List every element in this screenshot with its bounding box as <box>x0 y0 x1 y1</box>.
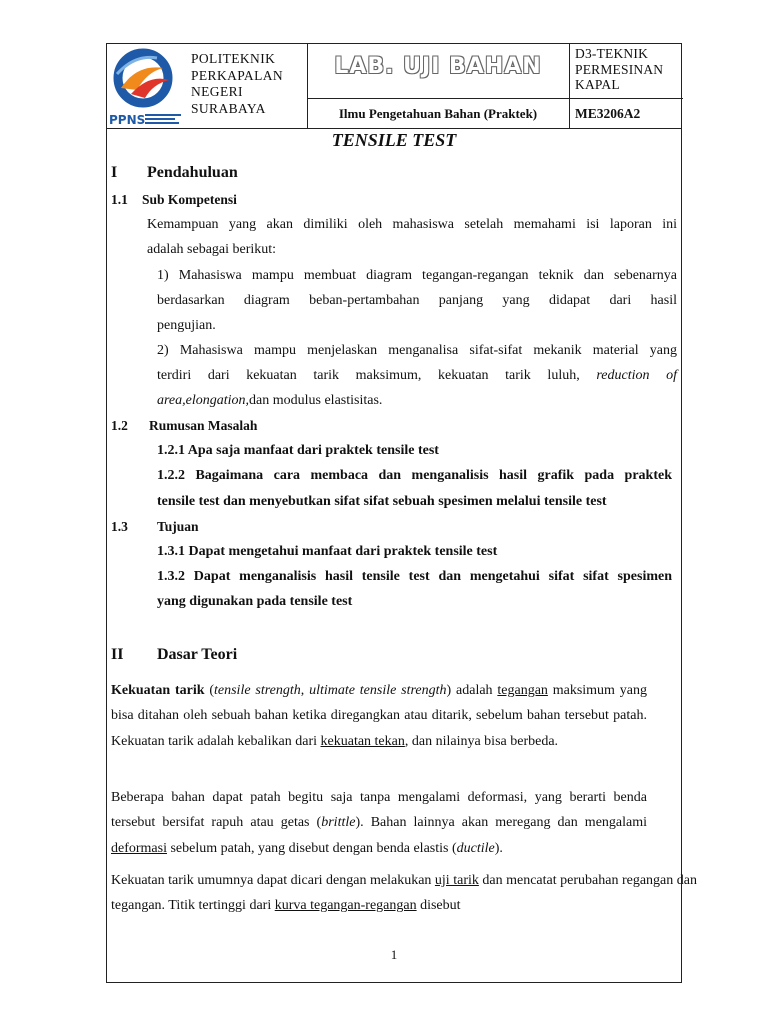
document-title: TENSILE TEST <box>331 130 457 150</box>
course-name: Ilmu Pengetahuan Bahan (Praktek) <box>338 106 538 121</box>
theory-paragraph-2: Beberapa bahan dapat patah begitu saja tanpa mengalami deformasi, yang berarti benda tersebut bersifat rapuh atau getas (brittle). Bahan lainnya akan meregang dan mengalami deformasi sebelum patah, yang disebut dengan benda elastis (ductile). <box>111 790 648 856</box>
list-item-2: 2) Mahasiswa mampu menjelaskan menganalisa sifat-sifat mekanik material yang <box>157 343 677 358</box>
subsection-1-2-title: Rumusan Masalah <box>149 418 258 433</box>
lab-cell <box>307 44 570 99</box>
institution-cell <box>185 44 308 128</box>
section-1-number: I <box>111 164 118 181</box>
theory-paragraph-1: Kekuatan tarik (tensile strength, ultimate tensile strength) adalah tegangan maksimum yang bisa ditahan oleh sebuah bahan ketika diregangkan atau ditarik, sebelum bahan tersebut patah. Kekuatan tarik adalah kebalikan dari kekuatan tekan, dan nilainya bisa berbeda. <box>111 683 647 749</box>
ppns-logo <box>107 44 185 128</box>
intro-line: Kemampuan yang akan dimiliki oleh mahasiswa setelah memahami isi laporan ini <box>147 217 677 232</box>
list-item-1: pengujian. <box>157 318 216 333</box>
page-number: 1 <box>390 947 398 962</box>
institution-line: PERKAPALAN <box>191 67 284 83</box>
code-cell <box>569 98 683 128</box>
link-deformasi[interactable]: deformasi <box>111 840 167 856</box>
list-item-2: terdiri dari kekuatan tarik maksimum, kekuatan tarik luluh, reduction of <box>157 368 677 383</box>
department-line: D3-TEKNIK <box>575 46 649 61</box>
section-1-title: Pendahuluan <box>147 164 238 181</box>
department-cell <box>569 44 683 99</box>
subsection-1-2-number: 1.2 <box>111 418 128 433</box>
course-code: ME3206A2 <box>575 106 641 121</box>
subsection-1-3-title: Tujuan <box>157 519 199 534</box>
course-cell <box>307 98 570 128</box>
list-item-1: 1) Mahasiswa mampu membuat diagram tegangan-regangan teknik dan sebenarnya <box>157 268 677 283</box>
subsection-1-1-number: 1.1 <box>111 192 128 207</box>
lab-title: LAB. UJI BAHAN <box>334 54 542 79</box>
objective-item: yang digunakan pada tensile test <box>157 594 353 609</box>
objective-item: 1.3.2 Dapat menganalisis hasil tensile test dan mengetahui sifat sifat spesimen <box>157 569 672 584</box>
logo-text: PPNS <box>109 113 146 127</box>
department-line: PERMESINAN <box>575 61 664 77</box>
theory-paragraph-3: Kekuatan tarik umumnya dapat dicari dengan melakukan uji tarik dan mencatat perubahan regangan dan tegangan. Titik tertinggi dari kurva tegangan-regangan disebut <box>111 873 698 914</box>
link-kekuatan-tekan[interactable]: kekuatan tekan <box>320 733 405 749</box>
link-uji-tarik[interactable]: uji tarik <box>434 873 479 888</box>
section-2-title: Dasar Teori <box>157 646 238 663</box>
institution-line: SURABAYA <box>191 100 266 116</box>
subsection-1-1-title: Sub Kompetensi <box>142 192 237 207</box>
problem-item: 1.2.1 Apa saja manfaat dari praktek tensile test <box>157 443 439 458</box>
subsection-1-3-number: 1.3 <box>111 519 128 534</box>
list-item-1: berdasarkan diagram beban-pertambahan panjang yang didapat dari hasil <box>157 293 677 308</box>
institution-line: POLITEKNIK <box>191 51 276 66</box>
link-tegangan[interactable]: tegangan <box>497 683 548 698</box>
section-2-number: II <box>111 646 124 663</box>
objective-item: 1.3.1 Dapat mengetahui manfaat dari praktek tensile test <box>157 544 498 559</box>
department-line: KAPAL <box>575 77 620 92</box>
list-item-2: area,elongation,dan modulus elastisitas. <box>157 393 383 408</box>
page-frame <box>106 43 698 983</box>
problem-item: 1.2.2 Bagaimana cara membaca dan menganalisis hasil grafik pada praktek <box>157 468 672 483</box>
institution-line: NEGERI <box>191 84 243 99</box>
link-kurva-tegangan-regangan[interactable]: kurva tegangan-regangan <box>274 898 417 914</box>
problem-item: tensile test dan menyebutkan sifat sifat sebuah spesimen melalui tensile test <box>157 494 607 509</box>
document-header <box>107 44 681 129</box>
intro-line: adalah sebagai berikut: <box>147 242 277 257</box>
